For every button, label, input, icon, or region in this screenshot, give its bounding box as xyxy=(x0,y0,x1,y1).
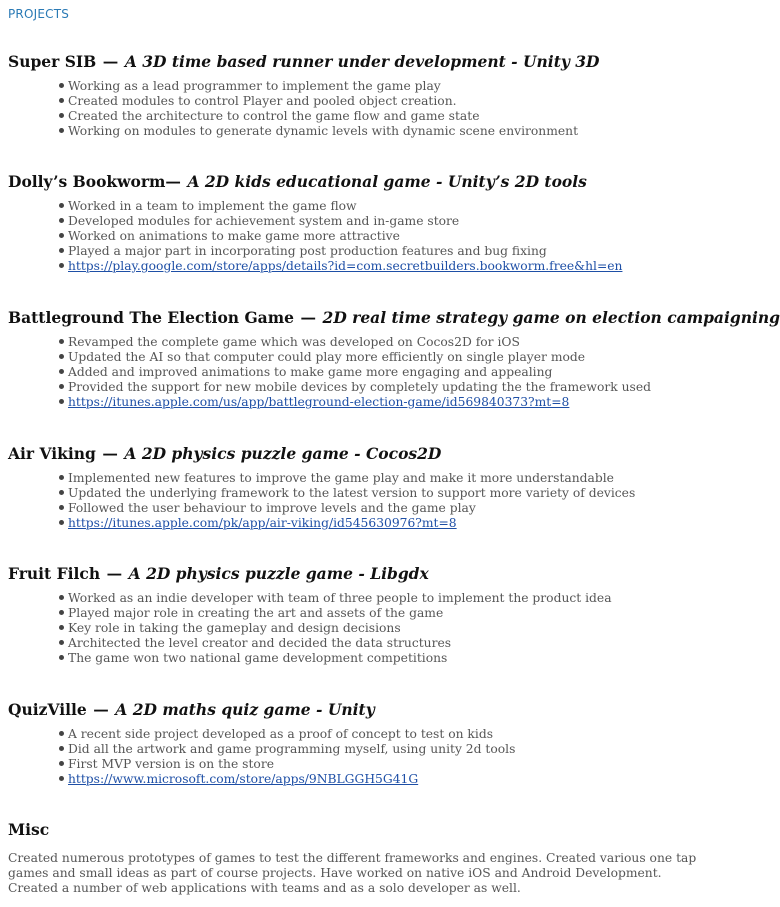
project-title xyxy=(8,699,708,719)
list-item-text: Working on modules to generate dynamic levels with dynamic scene environment xyxy=(68,124,579,138)
list-item xyxy=(59,380,651,395)
list-item xyxy=(59,591,612,606)
project-bullet-list xyxy=(8,471,635,531)
list-item-text: Worked as an indie developer with team of three people to implement the product idea xyxy=(68,591,612,605)
list-item-text: Provided the support for new mobile devices by completely updating the the framework used xyxy=(68,380,651,394)
bullet-dot-icon xyxy=(59,369,64,374)
list-item xyxy=(59,606,612,621)
list-item xyxy=(59,772,515,787)
list-item-text: Created the architecture to control the game flow and game state xyxy=(68,109,480,123)
list-item xyxy=(59,636,612,651)
project-bullet-list xyxy=(8,335,651,410)
bullet-dot-icon xyxy=(59,399,64,404)
bullet-dot-icon xyxy=(59,218,64,223)
list-item-text: Implemented new features to improve the game play and make it more understandable xyxy=(68,471,614,485)
list-item-text: The game won two national game development competitions xyxy=(68,651,448,665)
project-title xyxy=(8,171,708,191)
bullet-dot-icon xyxy=(59,384,64,389)
bullet-dot-icon xyxy=(59,761,64,766)
project-air-viking xyxy=(8,443,708,530)
project-quizville xyxy=(8,699,708,786)
project-dollys-bookworm xyxy=(8,171,708,273)
bullet-dot-icon xyxy=(59,354,64,359)
list-item xyxy=(59,79,578,94)
list-item-text: Worked in a team to implement the game flow xyxy=(68,199,357,213)
store-link[interactable]: https://play.google.com/store/apps/details?id=com.secretbuilders.bookworm.free&hl=en xyxy=(68,259,623,273)
list-item-text: Added and improved animations to make game more engaging and appealing xyxy=(68,365,553,379)
bullet-dot-icon xyxy=(59,203,64,208)
list-item xyxy=(59,395,651,410)
list-item xyxy=(59,727,515,742)
list-item xyxy=(59,742,515,757)
list-item xyxy=(59,94,578,109)
list-item-text: Developed modules for achievement system and in-game store xyxy=(68,214,460,228)
project-name: Super SIB xyxy=(8,52,97,71)
list-item xyxy=(59,486,635,501)
project-name: Air Viking xyxy=(8,444,96,463)
list-item-text: Played a major part in incorporating post production features and bug fixing xyxy=(68,244,547,258)
title-separator: — xyxy=(102,52,119,71)
bullet-dot-icon xyxy=(59,263,64,268)
list-item-text: Worked on animations to make game more attractive xyxy=(68,229,400,243)
project-name: Battleground The Election Game xyxy=(8,308,294,327)
bullet-dot-icon xyxy=(59,625,64,630)
list-item-text: Followed the user behaviour to improve levels and the game play xyxy=(68,501,476,515)
bullet-dot-icon xyxy=(59,655,64,660)
project-name: Fruit Filch xyxy=(8,564,101,583)
project-name: QuizVille xyxy=(8,700,87,719)
bullet-dot-icon xyxy=(59,128,64,133)
bullet-dot-icon xyxy=(59,248,64,253)
title-separator: — xyxy=(102,444,118,463)
list-item-text: First MVP version is on the store xyxy=(68,757,274,771)
project-super-sib xyxy=(8,51,708,138)
list-item xyxy=(59,471,635,486)
bullet-dot-icon xyxy=(59,490,64,495)
project-description: A 3D time based runner under development - Unity 3D xyxy=(124,52,600,71)
project-fruit-filch xyxy=(8,563,708,665)
list-item xyxy=(59,651,612,666)
list-item-text: Created modules to control Player and pooled object creation. xyxy=(68,94,457,108)
bullet-dot-icon xyxy=(59,595,64,600)
project-name: Dolly’s Bookworm xyxy=(8,172,166,191)
list-item-text: Architected the level creator and decided the data structures xyxy=(68,636,452,650)
list-item-text: A recent side project developed as a proof of concept to test on kids xyxy=(68,727,493,741)
list-item xyxy=(59,757,515,772)
bullet-dot-icon xyxy=(59,520,64,525)
title-separator: — xyxy=(93,700,109,719)
list-item-text: Updated the AI so that computer could play more efficiently on single player mode xyxy=(68,350,586,364)
list-item xyxy=(59,124,578,139)
section-label: PROJECTS xyxy=(8,7,70,21)
list-item-text: Played major role in creating the art and assets of the game xyxy=(68,606,444,620)
bullet-dot-icon xyxy=(59,776,64,781)
project-bullet-list xyxy=(8,199,622,274)
title-separator: — xyxy=(106,564,123,583)
store-link[interactable]: https://itunes.apple.com/pk/app/air-viking/id545630976?mt=8 xyxy=(68,516,457,530)
bullet-dot-icon xyxy=(59,475,64,480)
bullet-dot-icon xyxy=(59,746,64,751)
project-bullet-list xyxy=(8,727,515,787)
bullet-dot-icon xyxy=(59,339,64,344)
list-item xyxy=(59,621,612,636)
list-item xyxy=(59,109,578,124)
list-item-text: Updated the underlying framework to the latest version to support more variety of devices xyxy=(68,486,636,500)
bullet-dot-icon xyxy=(59,83,64,88)
project-title xyxy=(8,443,708,463)
project-battleground xyxy=(8,307,780,409)
title-separator: — xyxy=(165,172,181,191)
list-item xyxy=(59,214,622,229)
list-item xyxy=(59,516,635,531)
misc-heading: Misc xyxy=(8,820,50,839)
project-title xyxy=(8,51,708,71)
project-description: A 2D kids educational game - Unity’s 2D tools xyxy=(187,172,587,191)
list-item xyxy=(59,244,622,259)
list-item xyxy=(59,501,635,516)
store-link[interactable]: https://www.microsoft.com/store/apps/9NBLGGH5G41G xyxy=(68,772,419,786)
project-description: A 2D physics puzzle game - Libgdx xyxy=(128,564,429,583)
list-item xyxy=(59,350,651,365)
list-item-text: Working as a lead programmer to implement the game play xyxy=(68,79,441,93)
project-title xyxy=(8,563,708,583)
bullet-dot-icon xyxy=(59,640,64,645)
project-bullet-list xyxy=(8,591,612,666)
bullet-dot-icon xyxy=(59,233,64,238)
bullet-dot-icon xyxy=(59,731,64,736)
bullet-dot-icon xyxy=(59,610,64,615)
title-separator: — xyxy=(300,308,317,327)
list-item-text: Key role in taking the gameplay and design decisions xyxy=(68,621,401,635)
bullet-dot-icon xyxy=(59,113,64,118)
bullet-dot-icon xyxy=(59,98,64,103)
list-item-text: Revamped the complete game which was developed on Cocos2D for iOS xyxy=(68,335,520,349)
project-bullet-list xyxy=(8,79,578,139)
list-item-text: Did all the artwork and game programming myself, using unity 2d tools xyxy=(68,742,516,756)
list-item xyxy=(59,259,622,274)
list-item xyxy=(59,365,651,380)
project-description: A 2D maths quiz game - Unity xyxy=(115,700,375,719)
project-description: A 2D physics puzzle game - Cocos2D xyxy=(124,444,442,463)
list-item xyxy=(59,199,622,214)
list-item xyxy=(59,229,622,244)
list-item xyxy=(59,335,651,350)
project-title xyxy=(8,307,780,327)
misc-paragraph: Created numerous prototypes of games to test the different frameworks and engines. Created various one tap games and small ideas as part of course projects. Have worked on native iOS and Android Development. Created a number of web applications with teams and as a solo developer as well. xyxy=(8,851,697,895)
project-description: 2D real time strategy game on election campaigning xyxy=(322,308,780,327)
bullet-dot-icon xyxy=(59,505,64,510)
store-link[interactable]: https://itunes.apple.com/us/app/battleground-election-game/id569840373?mt=8 xyxy=(68,395,570,409)
